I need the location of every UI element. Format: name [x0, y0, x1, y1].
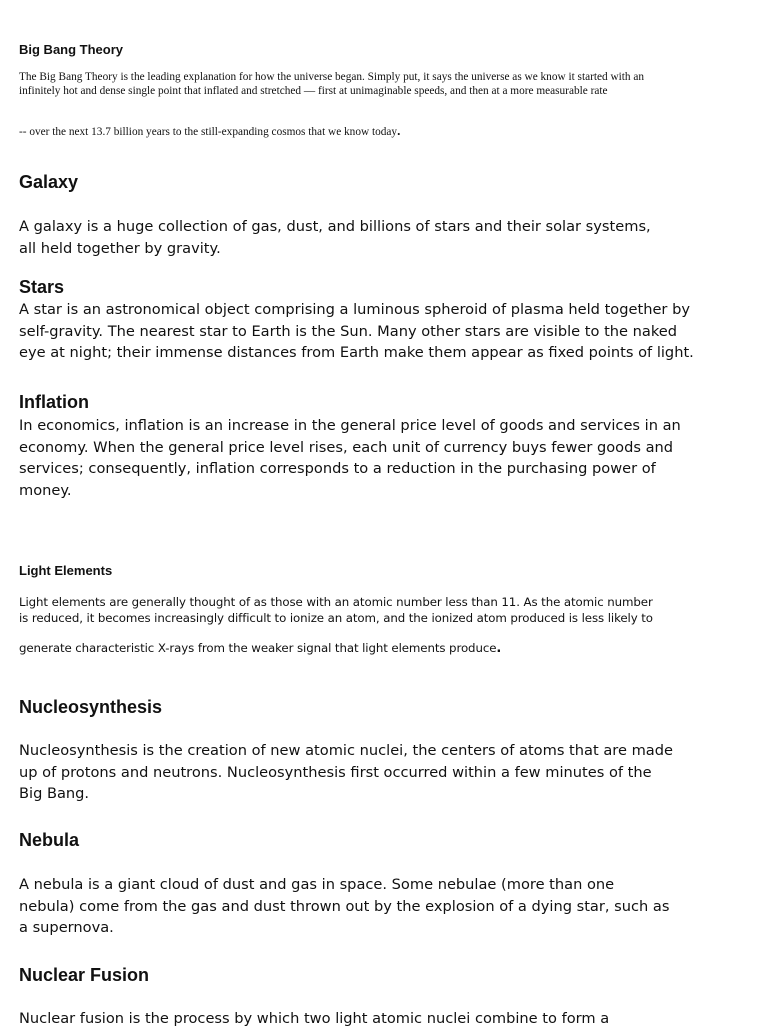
paragraph-big-bang-1: The Big Bang Theory is the leading explanation for how the universe began. Simply put, it says the universe as we know it started with an infinitely hot and dense single point that inflated and stretched — first at unimaginable speeds, and then at a more measurable rate — [19, 71, 645, 97]
trailing-dot: . — [397, 123, 401, 138]
section-nebula — [19, 830, 79, 851]
section-nuclear-fusion-body — [19, 1008, 699, 1030]
section-big-bang-body-2 — [19, 124, 659, 139]
paragraph-light-elements-2 — [19, 641, 664, 657]
section-light-elements — [19, 563, 112, 578]
section-galaxy — [19, 172, 78, 193]
heading-nuclear-fusion: Nuclear Fusion — [19, 965, 150, 985]
trailing-dot: . — [496, 641, 502, 656]
paragraph-light-elements-2-text: generate characteristic X-rays from the weaker signal that light elements produce — [19, 641, 497, 655]
section-nucleosynthesis-body — [19, 740, 674, 805]
section-big-bang-body — [19, 70, 659, 98]
section-galaxy-body — [19, 216, 669, 259]
section-stars — [19, 277, 64, 298]
paragraph-nucleosynthesis: Nucleosynthesis is the creation of new atomic nuclei, the centers of atoms that are made up of protons and neutrons. Nucleosynthesis first occurred within a few minutes of the Big Bang. — [19, 742, 673, 802]
paragraph-light-elements-1: Light elements are generally thought of as those with an atomic number less than 11. As the atomic number is reduced, it becomes increasingly difficult to ionize an atom, and the ionized atom produced is less likely to — [19, 595, 653, 625]
paragraph-nuclear-fusion: Nuclear fusion is the process by which two light atomic nuclei combine to form a — [19, 1010, 610, 1027]
paragraph-big-bang-2-text: -- over the next 13.7 billion years to the still-expanding cosmos that we know today — [19, 126, 398, 138]
heading-nebula: Nebula — [19, 830, 80, 850]
paragraph-nebula: A nebula is a giant cloud of dust and gas in space. Some nebulae (more than one nebula) come from the gas and dust thrown out by the explosion of a dying star, such as a supernova. — [19, 876, 670, 936]
heading-big-bang: Big Bang Theory — [19, 42, 124, 57]
section-stars-body — [19, 299, 699, 364]
paragraph-big-bang-2 — [19, 124, 659, 139]
heading-nucleosynthesis: Nucleosynthesis — [19, 697, 163, 717]
heading-stars: Stars — [19, 277, 65, 297]
section-nebula-body — [19, 874, 674, 939]
section-nuclear-fusion — [19, 965, 149, 986]
paragraph-galaxy: A galaxy is a huge collection of gas, dust, and billions of stars and their solar systems, all held together by gravity. — [19, 218, 651, 257]
section-inflation-body — [19, 415, 684, 501]
paragraph-stars: A star is an astronomical object comprising a luminous spheroid of plasma held together by self-gravity. The nearest star to Earth is the Sun. Many other stars are visible to the naked eye at night; their immense distances from Earth make them appear as fixed points of light. — [19, 301, 694, 361]
paragraph-inflation: In economics, inflation is an increase in the general price level of goods and services in an economy. When the general price level rises, each unit of currency buys fewer goods and services; consequently, inflation corresponds to a reduction in the purchasing power of money. — [19, 417, 681, 499]
heading-inflation: Inflation — [19, 392, 89, 412]
heading-galaxy: Galaxy — [19, 172, 79, 192]
heading-light-elements: Light Elements — [19, 563, 113, 578]
section-big-bang — [19, 42, 123, 57]
section-light-elements-body-2 — [19, 641, 664, 657]
section-nucleosynthesis — [19, 697, 162, 718]
section-light-elements-body — [19, 595, 664, 626]
section-inflation — [19, 392, 89, 413]
